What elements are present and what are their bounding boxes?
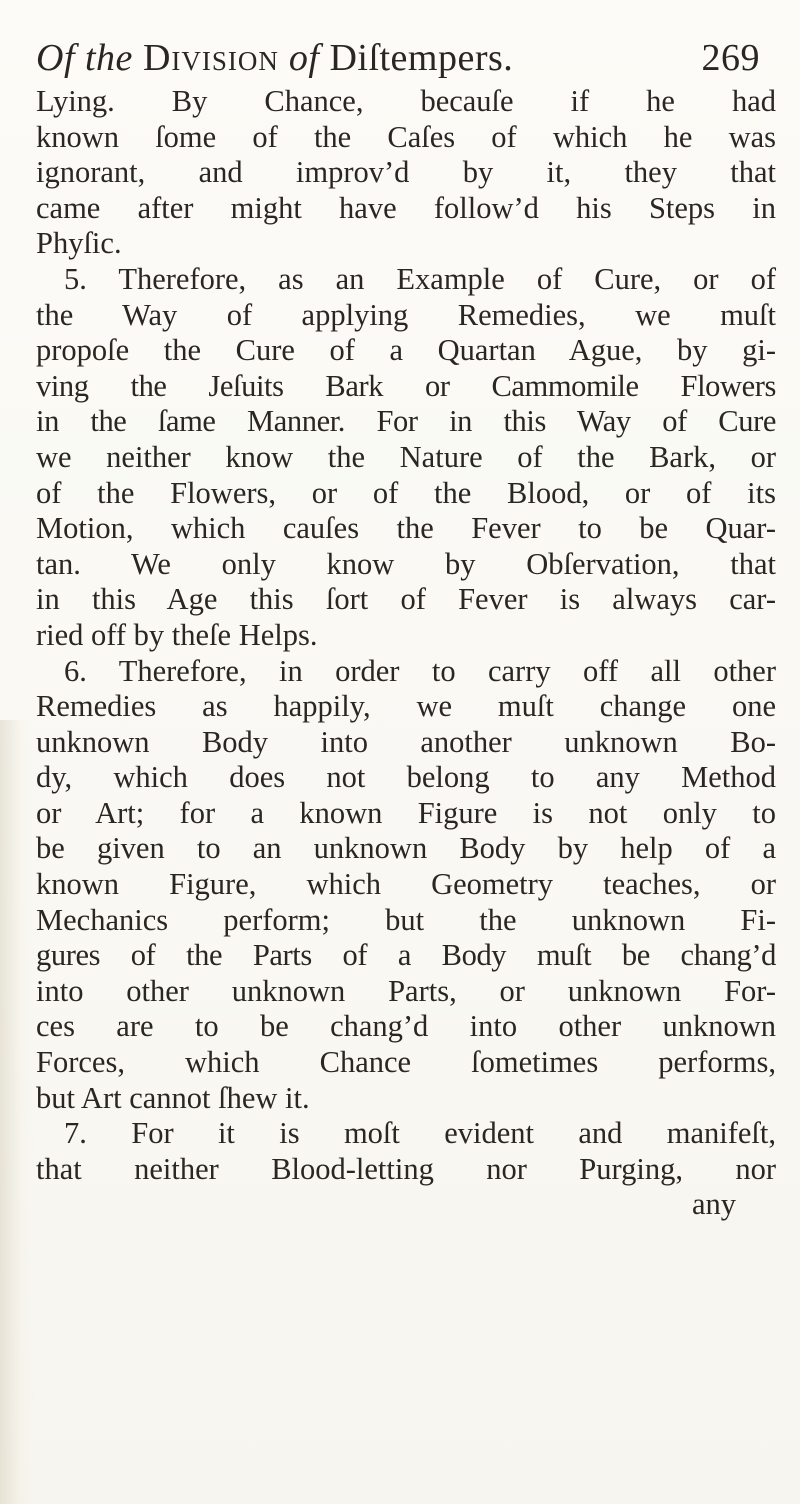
running-head-distempers: Diſtempers. — [329, 37, 514, 79]
text-line: Motion, which cauſes the Fever to be Quar- — [36, 511, 776, 546]
page-number: 269 — [701, 37, 760, 79]
text-line: Mechanics perform; but the unknown Fi- — [36, 902, 776, 937]
running-head-division: Division — [142, 37, 279, 79]
running-head-the: the — [85, 37, 133, 79]
text-line: Lying. By Chance, becauſe if he had — [36, 84, 776, 118]
text-line: tan. We only know by Obſervation, that — [36, 546, 776, 581]
running-head-of: Of — [36, 37, 75, 79]
text-line: Remedies as happily, we muſt change one — [36, 689, 776, 724]
paragraph-7-start: 7. For it is moſt evident and manifeſt, — [64, 1116, 776, 1151]
text-line: in the ſame Manner. For in this Way of Cure — [36, 404, 776, 439]
text-line: in this Age this ſort of Fever is always car- — [36, 582, 776, 617]
paragraph-6-start: 6. Therefore, in order to carry off all other — [64, 653, 776, 688]
text-line: unknown Body into another unknown Bo- — [36, 724, 776, 759]
paragraph-5-start: 5. Therefore, as an Example of Cure, or of — [64, 261, 776, 296]
text-line: of the Flowers, or of the Blood, or of its — [36, 475, 776, 510]
text-line: into other unknown Parts, or unknown For- — [36, 973, 776, 1008]
body-text — [36, 84, 776, 1223]
text-line: the Way of applying Remedies, we muſt — [36, 297, 776, 332]
running-head-of2: of — [288, 37, 320, 79]
text-line: be given to an unknown Body by help of a — [36, 831, 776, 866]
running-head — [36, 36, 776, 80]
text-line: but Art cannot ſhew it. — [36, 1080, 310, 1115]
text-line: dy, which does not belong to any Method — [36, 760, 776, 795]
text-line: known ſome of the Caſes of which he was — [36, 119, 776, 154]
text-line: known Figure, which Geometry teaches, or — [36, 867, 776, 902]
text-line: or Art; for a known Figure is not only to — [36, 795, 776, 830]
text-line: gures of the Parts of a Body muſt be chang’d — [36, 938, 776, 973]
text-line: ignorant, and improv’d by it, they that — [36, 155, 776, 190]
text-line: ces are to be chang’d into other unknown — [36, 1009, 776, 1044]
text-line: that neither Blood-letting nor Purging, nor — [36, 1151, 776, 1186]
text-line: Phyſic. — [36, 226, 122, 261]
text-line: Forces, which Chance ſometimes performs, — [36, 1045, 776, 1080]
catchword: any — [691, 1187, 736, 1222]
text-line: came after might have follow’d his Steps in — [36, 190, 776, 225]
page-edge-shadow — [0, 720, 34, 1504]
text-line: we neither know the Nature of the Bark, or — [36, 439, 776, 474]
text-line: ried off by theſe Helps. — [36, 617, 318, 652]
text-line: ving the Jeſuits Bark or Cammomile Flowers — [36, 368, 776, 403]
text-line: propoſe the Cure of a Quartan Ague, by gi- — [36, 333, 776, 368]
